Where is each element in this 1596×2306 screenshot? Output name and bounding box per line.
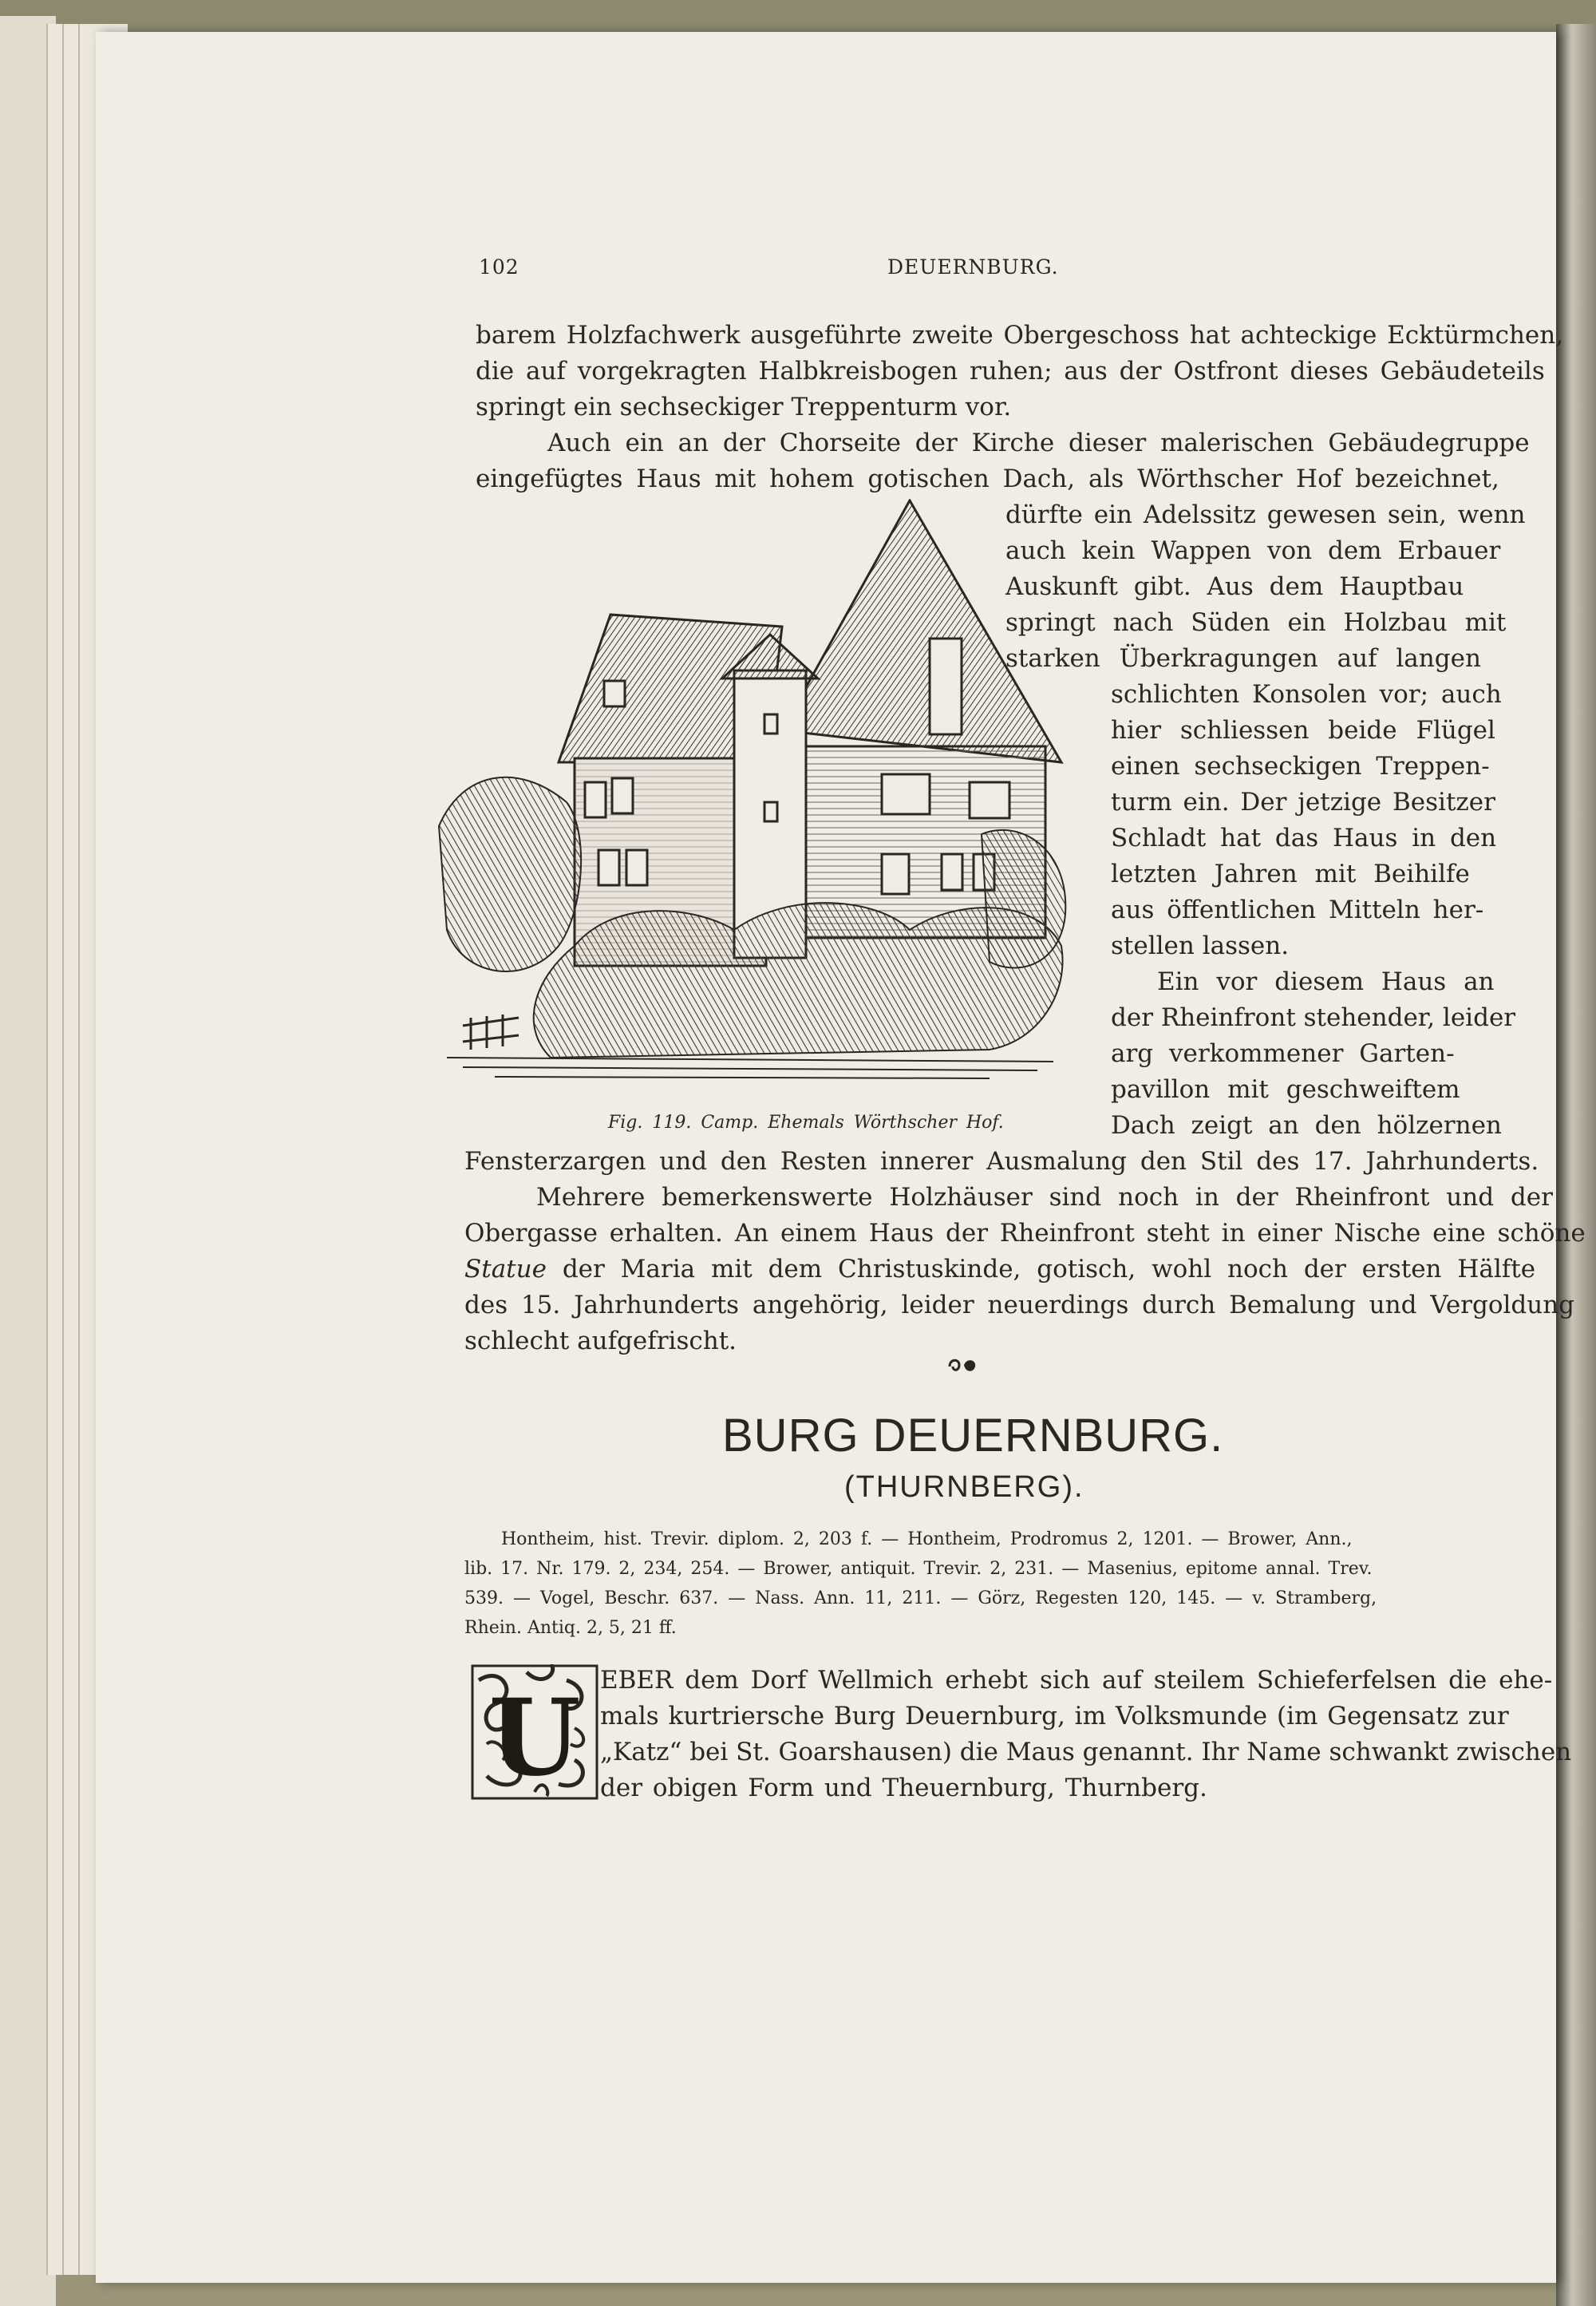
main-roof <box>782 500 1061 762</box>
drop-cap-letter: U <box>488 1676 581 1800</box>
body-line: die auf vorgekragten Halbkreisbogen ruhen; aus der Ostfront dieses Gebäudeteils <box>476 357 1545 386</box>
body-line: schlecht aufgefrischt. <box>464 1327 737 1355</box>
reference-line: Rhein. Antiq. 2, 5, 21 ff. <box>464 1618 677 1638</box>
wrap-line: auch kein Wappen von dem Erbauer <box>1005 536 1501 565</box>
tree-left <box>439 777 581 971</box>
body-line: eingefügtes Haus mit hohem gotischen Dach, als Wörthscher Hof bezeichnet, <box>476 465 1499 493</box>
house-engraving-figure <box>431 499 1069 1106</box>
wrap-line: starken Überkragungen auf langen <box>1005 644 1481 673</box>
wrap-line: arg verkommener Garten- <box>1111 1039 1455 1068</box>
intro-line: „Katz“ bei St. Goarshausen) die Maus genannt. Ihr Name schwankt zwischen <box>600 1738 1572 1766</box>
wrap-line: einen sechseckigen Treppen- <box>1111 752 1490 781</box>
book-spine-edge <box>1556 24 1596 2306</box>
wrap-line: turm ein. Der jetzige Besitzer <box>1111 788 1495 817</box>
body-line: barem Holzfachwerk ausgeführte zweite Obergeschoss hat achteckige Ecktürmchen, <box>476 321 1564 350</box>
wrap-line: schlichten Konsolen vor; auch <box>1111 680 1502 709</box>
chimney <box>930 639 962 734</box>
wrap-line: hier schliessen beide Flügel <box>1111 716 1495 745</box>
wrap-line: Schladt hat das Haus in den <box>1111 824 1497 852</box>
reference-line: Hontheim, hist. Trevir. diplom. 2, 203 f. — Hontheim, Prodromus 2, 1201. — Brower, Ann., <box>501 1529 1353 1549</box>
wrap-line: der Rheinfront stehender, leider <box>1111 1003 1516 1032</box>
body-line: springt ein sechseckiger Treppenturm vor. <box>476 393 1012 421</box>
wrap-line: springt nach Süden ein Holzbau mit <box>1005 608 1507 637</box>
intro-line: EBER dem Dorf Wellmich erhebt sich auf steilem Schieferfelsen die ehe- <box>600 1666 1553 1695</box>
wrap-line: Dach zeigt an den hölzernen <box>1111 1111 1502 1140</box>
body-line <box>464 1252 1535 1287</box>
statue-word: Statue <box>464 1255 547 1284</box>
body-line: Obergasse erhalten. An einem Haus der Rheinfront steht in einer Nische eine schöne <box>464 1219 1586 1248</box>
section-subtitle: (THURNBERG). <box>844 1470 1084 1504</box>
body-line: Auch ein an der Chorseite der Kirche dieser malerischen Gebäudegruppe <box>547 429 1530 457</box>
wrap-line: stellen lassen. <box>1111 931 1290 960</box>
wrap-line: dürfte ein Adelssitz gewesen sein, wenn <box>1005 500 1526 529</box>
reference-line: 539. — Vogel, Beschr. 637. — Nass. Ann. 11, 211. — Görz, Regesten 120, 145. — v. Stramberg, <box>464 1588 1377 1608</box>
wrap-line: Ein vor diesem Haus an <box>1157 967 1495 996</box>
body-line: Mehrere bemerkenswerte Holzhäuser sind noch in der Rheinfront und der <box>536 1183 1553 1212</box>
statue-rest: der Maria mit dem Christuskinde, gotisch, wohl noch der ersten Hälfte <box>562 1255 1536 1284</box>
wrap-line: aus öffentlichen Mitteln her- <box>1111 896 1484 924</box>
wrap-line: pavillon mit geschweiftem <box>1111 1075 1460 1104</box>
body-line: Fensterzargen und den Resten innerer Ausmalung den Stil des 17. Jahrhunderts. <box>464 1147 1539 1176</box>
wrap-line: Auskunft gibt. Aus dem Hauptbau <box>1005 572 1464 601</box>
intro-line: mals kurtriersche Burg Deuernburg, im Volksmunde (im Gegensatz zur <box>600 1702 1509 1730</box>
wrap-line: letzten Jahren mit Beihilfe <box>1111 860 1470 888</box>
ornament-icon <box>946 1355 978 1376</box>
garden-shrubs <box>534 903 1063 1058</box>
running-title: DEUERNBURG. <box>887 255 1059 279</box>
page-number: 102 <box>479 255 519 279</box>
tree-right <box>982 830 1065 968</box>
figure-caption: Fig. 119. Camp. Ehemals Wörthscher Hof. <box>608 1113 1004 1133</box>
scan-background <box>0 0 1596 32</box>
reference-line: lib. 17. Nr. 179. 2, 234, 254. — Brower, antiquit. Trevir. 2, 231. — Masenius, epitome annal. Trev. <box>464 1559 1373 1579</box>
intro-line: der obigen Form und Theuernburg, Thurnberg. <box>600 1774 1207 1802</box>
section-title: BURG DEUERNBURG. <box>722 1410 1224 1462</box>
ornamental-drop-cap <box>471 1664 598 1800</box>
body-line: des 15. Jahrhunderts angehörig, leider neuerdings durch Bemalung und Vergoldung <box>464 1291 1575 1319</box>
